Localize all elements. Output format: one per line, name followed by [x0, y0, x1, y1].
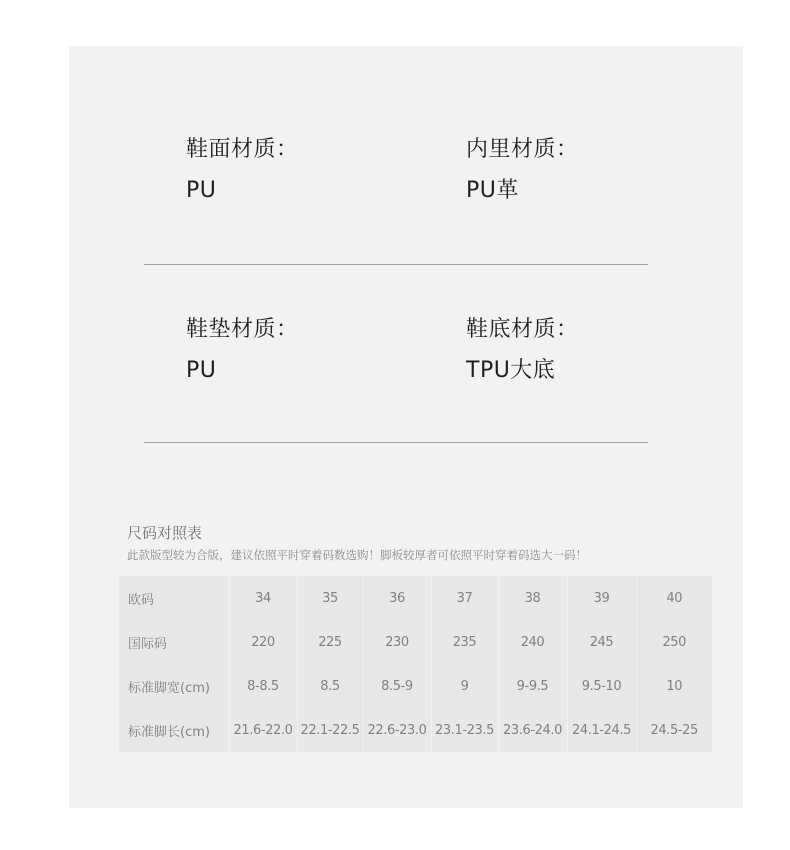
row-header: 国际码: [119, 620, 229, 664]
insole-material: [186, 317, 299, 384]
table-cell: 24.5-25: [650, 722, 698, 738]
table-cell: 23.6-24.0: [498, 708, 567, 752]
table-cell: 35: [297, 576, 363, 620]
divider: [144, 442, 648, 443]
table-cell: 8.5-9: [363, 664, 431, 708]
table-cell: 22.1-22.5: [297, 708, 363, 752]
upper-material-label: 鞋面材质：: [186, 137, 299, 162]
table-cell: 250: [662, 634, 687, 650]
table-cell: 9: [431, 664, 498, 708]
lining-material-label: 内里材质：: [466, 137, 579, 162]
table-cell: 21.6-22.0: [229, 708, 297, 752]
divider: [144, 264, 648, 265]
lining-material: [466, 137, 579, 204]
table-row: [119, 664, 712, 708]
table-cell: 9-9.5: [498, 664, 567, 708]
table-cell: 9.5-10: [567, 664, 636, 708]
insole-material-label: 鞋垫材质：: [186, 317, 299, 342]
table-cell: 24.1-24.5: [567, 708, 636, 752]
table-cell: 230: [363, 620, 431, 664]
size-chart-note: 此款版型较为合版，建议依照平时穿着码数选购！脚板较厚者可依照平时穿着码选大一码！: [127, 548, 587, 562]
table-cell: 23.1-23.5: [431, 708, 498, 752]
table-row: [119, 708, 712, 752]
table-cell: 220: [229, 620, 297, 664]
table-cell: 39: [567, 576, 636, 620]
sole-material-label: 鞋底材质：: [466, 317, 579, 342]
table-cell: 10: [666, 678, 683, 694]
sole-material: [466, 317, 579, 384]
table-cell: 8.5: [297, 664, 363, 708]
table-cell: 34: [229, 576, 297, 620]
size-chart-title: 尺码对照表: [127, 524, 203, 542]
lining-material-value: PU革: [466, 178, 519, 203]
table-cell: 225: [297, 620, 363, 664]
table-cell: 40: [666, 590, 683, 606]
table-cell: 8-8.5: [229, 664, 297, 708]
table-cell: 245: [567, 620, 636, 664]
table-cell: 37: [431, 576, 498, 620]
insole-material-value: PU: [186, 358, 217, 383]
row-header: 欧码: [119, 576, 229, 620]
table-cell: 235: [431, 620, 498, 664]
table-cell: 240: [498, 620, 567, 664]
product-info-panel: [69, 46, 743, 808]
table-row: [119, 576, 712, 620]
row-header: 标准脚长(cm): [119, 708, 229, 752]
sole-material-value: TPU大底: [466, 358, 556, 383]
table-cell: 38: [498, 576, 567, 620]
size-chart-table: [119, 576, 712, 752]
table-cell: 22.6-23.0: [363, 708, 431, 752]
table-cell: 36: [363, 576, 431, 620]
table-row: [119, 620, 712, 664]
upper-material-value: PU: [186, 178, 217, 203]
row-header: 标准脚宽(cm): [119, 664, 229, 708]
upper-material: [186, 137, 299, 204]
